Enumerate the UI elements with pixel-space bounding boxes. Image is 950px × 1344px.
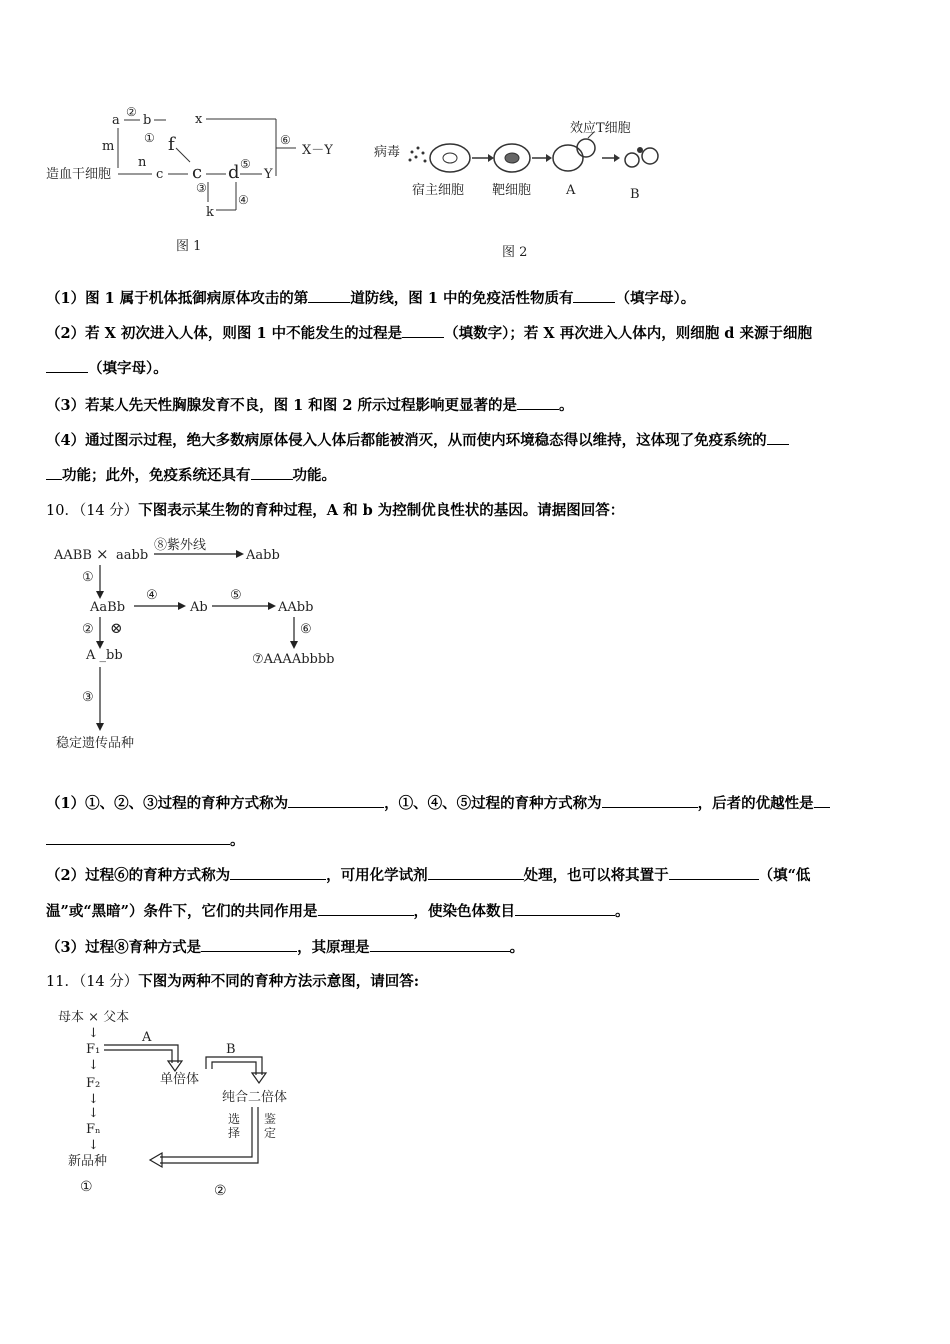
- label-method-a: A: [142, 1030, 152, 1045]
- arrow-down: ↓: [88, 1106, 99, 1121]
- figure-q11-breeding-methods: [56, 1005, 306, 1205]
- letter-a: a: [112, 113, 120, 128]
- blank[interactable]: [515, 902, 615, 916]
- arrow-down: ↓: [88, 1026, 99, 1041]
- q10-part1: （1）①、②、③过程的育种方式称为 ，①、④、⑤过程的育种方式称为 ，后者的优越性是: [46, 792, 830, 813]
- label-fn: Fₙ: [86, 1122, 101, 1137]
- genotype-a-bb: A _bb: [86, 648, 123, 663]
- blank[interactable]: [573, 289, 615, 303]
- q9-part3: （3）若某人先天性胸腺发育不良，图 1 和图 2 所示过程影响更显著的是 。: [46, 397, 574, 414]
- blank[interactable]: [251, 466, 293, 480]
- genotype-aabb-double: AAbb: [278, 600, 314, 615]
- circled-5: ⑤: [240, 157, 251, 171]
- arrow-down: ↓: [88, 1138, 99, 1153]
- blank[interactable]: [46, 359, 88, 373]
- figure-2-caption: 图 2: [502, 245, 528, 260]
- q10-part1-cont: 。: [46, 829, 245, 850]
- label-identify: 鉴: [264, 1112, 277, 1126]
- label-pure-diploid: 纯合二倍体: [222, 1090, 288, 1105]
- figure-q10-breeding: [50, 535, 350, 755]
- label-host-cell: 宿主细胞: [412, 183, 465, 198]
- arrow-down: ↓: [88, 1058, 99, 1073]
- blank[interactable]: [814, 794, 830, 808]
- blank[interactable]: [46, 466, 62, 480]
- q9-part4-cont: 功能；此外，免疫系统还具有 功能。: [46, 464, 336, 485]
- letter-n: n: [138, 155, 147, 170]
- circled-4: ④: [238, 193, 249, 207]
- label-x-y: X－Y: [302, 143, 333, 158]
- label-b: B: [630, 187, 640, 202]
- letter-c: c: [156, 167, 164, 182]
- q10-part2-cont: 温”或“黑暗”）条件下，它们的共同作用是 ，使染色体数目 。: [46, 903, 630, 920]
- label-f2: F₂: [86, 1076, 101, 1091]
- step-7-tetraploid: ⑦AAAAbbbb: [252, 652, 335, 667]
- circled-1: ①: [80, 1179, 93, 1195]
- genotype-aabb-mutant: Aabb: [246, 548, 280, 563]
- figure-1-immune-process: [40, 98, 340, 260]
- step-6: ⑥: [300, 622, 312, 637]
- label-select-2: 择: [228, 1126, 241, 1140]
- step-4: ④: [146, 588, 158, 603]
- label-f1: F₁: [86, 1042, 101, 1057]
- label-effector-t-cell: 效应T细胞: [570, 121, 631, 136]
- label-uv: ⑧紫外线: [154, 538, 207, 553]
- label-identify-2: 定: [264, 1126, 277, 1140]
- blank[interactable]: [46, 831, 230, 845]
- blank[interactable]: [288, 794, 384, 808]
- step-2: ②: [82, 622, 94, 637]
- label-new-variety: 新品种: [68, 1154, 108, 1169]
- blank[interactable]: [669, 866, 759, 880]
- label-virus: 病毒: [374, 145, 401, 160]
- q9-part2-cont: （填字母）。: [46, 357, 168, 378]
- label-a: A: [566, 183, 576, 198]
- blank[interactable]: [428, 866, 524, 880]
- blank[interactable]: [370, 938, 510, 952]
- genotype-ab: Ab: [190, 600, 208, 615]
- blank[interactable]: [602, 794, 698, 808]
- blank[interactable]: [318, 902, 414, 916]
- q10-part3: （3）过程⑧育种方式是 ，其原理是 。: [46, 939, 525, 956]
- circled-1: ①: [144, 131, 155, 145]
- blank[interactable]: [201, 938, 297, 952]
- label-stable-variety: 稳定遗传品种: [56, 736, 135, 751]
- letter-k: k: [206, 205, 214, 220]
- letter-d: d: [228, 162, 240, 183]
- label-haploid: 单倍体: [160, 1072, 200, 1087]
- q9-part1: （1）图 1 属于机体抵御病原体攻击的第 道防线，图 1 中的免疫活性物质有 （填字母）。: [46, 290, 696, 307]
- label-select: 选: [228, 1112, 241, 1126]
- arrow-down: ↓: [88, 1092, 99, 1107]
- circled-6: ⑥: [280, 133, 291, 147]
- figure-1-caption: 图 1: [176, 239, 202, 254]
- figure-2-cell-immunity: [370, 110, 670, 260]
- letter-f: f: [168, 134, 175, 155]
- circled-2: ②: [126, 105, 137, 119]
- step-5: ⑤: [230, 588, 242, 603]
- letter-c2: c: [192, 162, 203, 183]
- blank[interactable]: [230, 866, 326, 880]
- step-3: ③: [82, 690, 94, 705]
- self-cross-symbol: ⊗: [110, 619, 123, 637]
- cross-symbol: ×: [96, 545, 109, 563]
- label-parents: 母本 × 父本: [58, 1010, 130, 1025]
- step-1: ①: [82, 570, 94, 585]
- label-method-b: B: [226, 1042, 236, 1057]
- circled-3: ③: [196, 181, 207, 195]
- genotype-aabb-parent2: aabb: [116, 548, 149, 563]
- blank[interactable]: [308, 289, 350, 303]
- q9-part2: （2）若 X 初次进入人体，则图 1 中不能发生的过程是 （填数字）；若 X 再次进入人体内，则细胞 d 来源于细胞: [46, 325, 812, 342]
- q11-header: 11．（14 分）下图为两种不同的育种方法示意图，请回答:: [46, 973, 420, 990]
- q10-header: 10．（14 分）下图表示某生物的育种过程，A 和 b 为控制优良性状的基因。请据图回答：: [46, 502, 625, 519]
- letter-y: Y: [264, 167, 273, 182]
- genotype-f1: AaBb: [90, 600, 126, 615]
- letter-b: b: [143, 113, 152, 128]
- circled-2: ②: [214, 1183, 227, 1199]
- q9-part4: （4）通过图示过程，绝大多数病原体侵入人体后都能被消灭，从而使内环境稳态得以维持，这体现了免疫系统的: [46, 429, 789, 450]
- label-hematopoietic-cell: 造血干细胞: [46, 167, 112, 182]
- blank[interactable]: [402, 324, 444, 338]
- q10-part2: （2）过程⑥的育种方式称为 ，可用化学试剂 处理，也可以将其置于 （填“低: [46, 867, 811, 884]
- blank[interactable]: [767, 431, 789, 445]
- genotype-aabb-parent1: AABB: [54, 548, 92, 563]
- blank[interactable]: [517, 396, 559, 410]
- letter-x: x: [195, 112, 203, 127]
- label-target-cell: 靶细胞: [492, 183, 532, 198]
- letter-m: m: [102, 139, 115, 154]
